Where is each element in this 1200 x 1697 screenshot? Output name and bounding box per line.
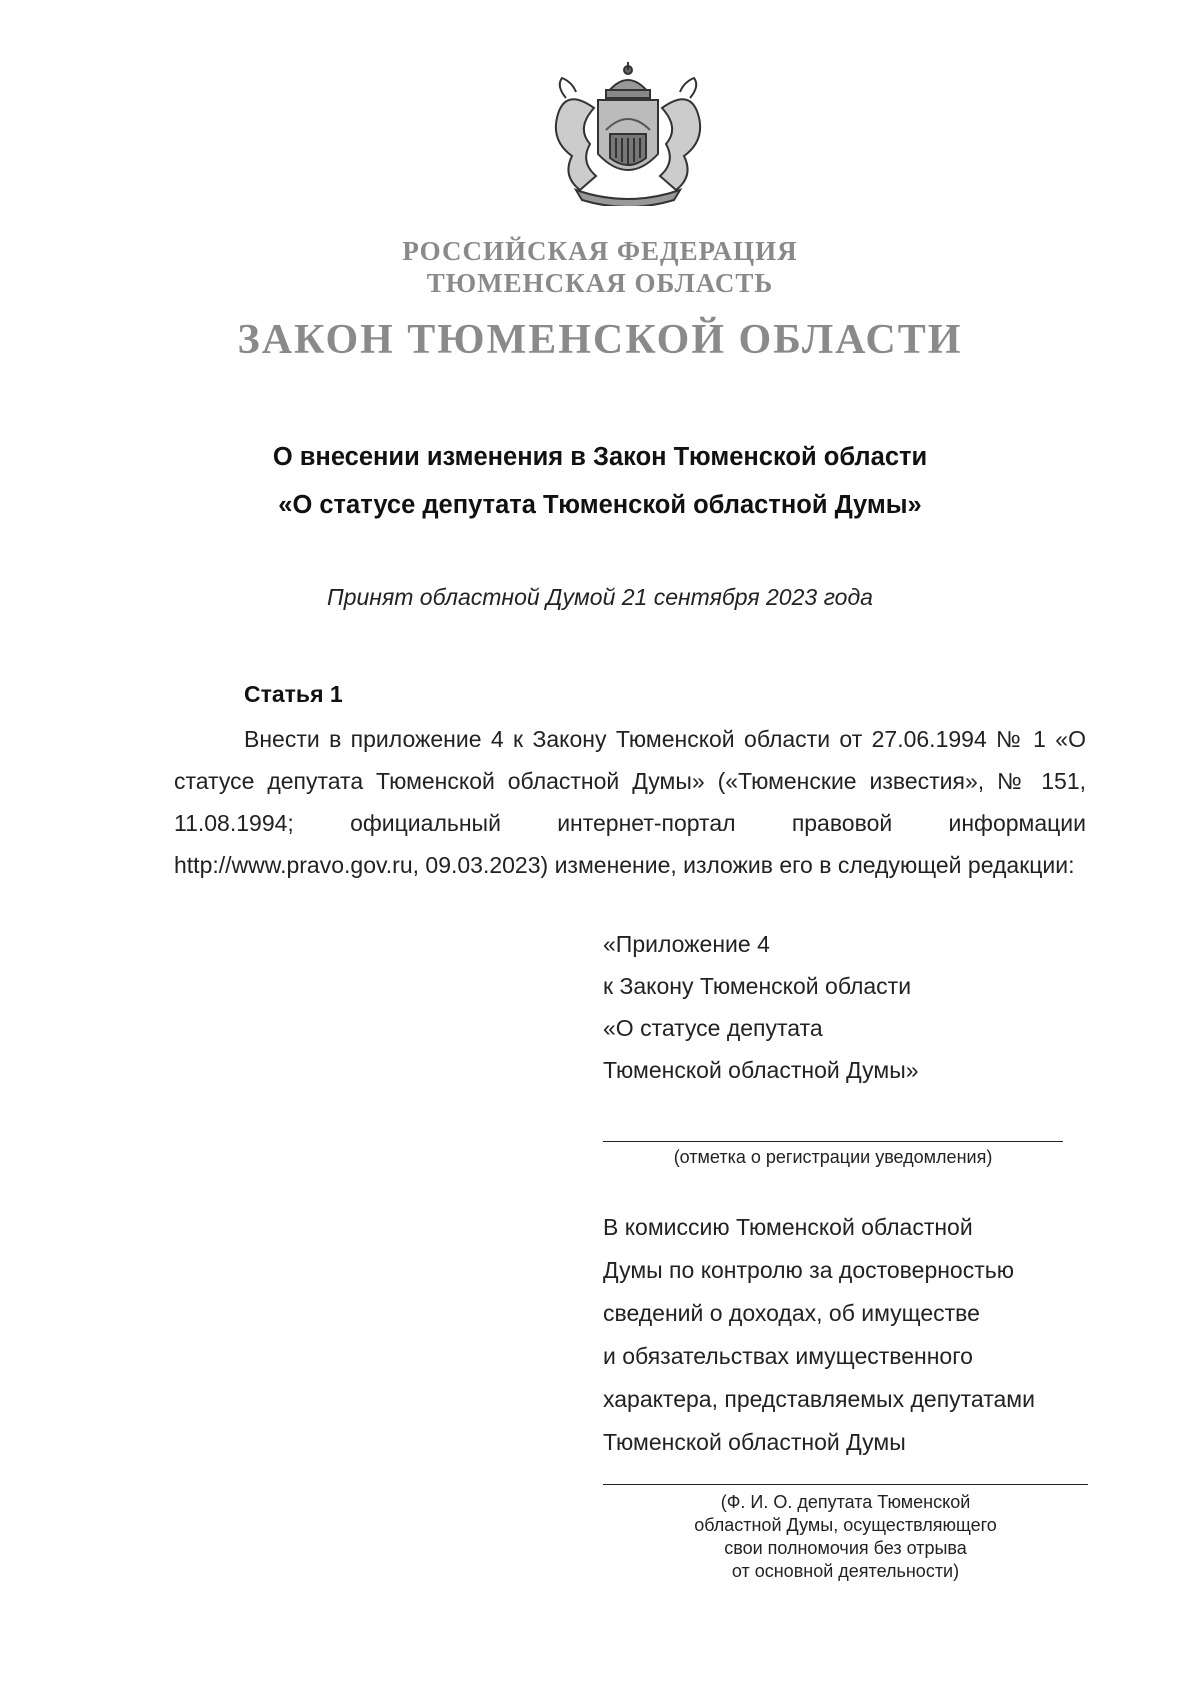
law-title-line2: «О статусе депутата Тюменской областной Думы»	[278, 491, 922, 519]
commission-address	[603, 1206, 1035, 1464]
appendix-heading	[603, 923, 919, 1091]
commission-line: Тюменской областной Думы	[603, 1429, 906, 1455]
law-title-line1: О внесении изменения в Закон Тюменской области	[272, 443, 928, 471]
deputy-note-line: (Ф. И. О. депутата Тюменской	[720, 1492, 971, 1512]
appendix-line: к Закону Тюменской области	[603, 973, 912, 999]
article-text: Внести в приложение 4 к Закону Тюменской области от 27.06.1994 № 1 «О статусе депутата Тюменской областной Думы» («Тюменские известия», № 151, 11.08.1994; официальный интернет-портал правовой информации http://www.pravo.gov.ru, 09.03.2023) изменение, изложив его в следующей редакции:	[174, 726, 1086, 878]
deputy-note	[603, 1491, 1088, 1583]
deputy-note-line: свои полномочия без отрыва	[724, 1538, 967, 1558]
article-body	[174, 718, 1086, 886]
commission-line: характера, представляемых депутатами	[603, 1386, 1035, 1412]
header-region: ТЮМЕНСКАЯ ОБЛАСТЬ	[426, 268, 774, 298]
coat-of-arms-icon	[536, 58, 720, 206]
commission-line: и обязательствах имущественного	[603, 1343, 973, 1369]
deputy-note-line: областной Думы, осуществляющего	[694, 1515, 997, 1535]
appendix-line: «О статусе депутата	[603, 1015, 823, 1041]
appendix-line: «Приложение 4	[603, 931, 770, 957]
header-law-type: ЗАКОН ТЮМЕНСКОЙ ОБЛАСТИ	[237, 317, 963, 363]
commission-line: Думы по контролю за достоверностью	[603, 1257, 1014, 1283]
adoption-date: Принят областной Думой 21 сентября 2023 года	[327, 584, 873, 610]
registration-line	[603, 1141, 1063, 1142]
deputy-name-line	[603, 1484, 1088, 1485]
header-country: РОССИЙСКАЯ ФЕДЕРАЦИЯ	[402, 236, 798, 266]
registration-note: (отметка о регистрации уведомления)	[673, 1147, 993, 1167]
deputy-note-line: от основной деятельности)	[731, 1561, 960, 1581]
appendix-line: Тюменской областной Думы»	[603, 1057, 919, 1083]
article-heading: Статья 1	[244, 681, 343, 707]
commission-line: сведений о доходах, об имуществе	[603, 1300, 980, 1326]
commission-line: В комиссию Тюменской областной	[603, 1214, 973, 1240]
